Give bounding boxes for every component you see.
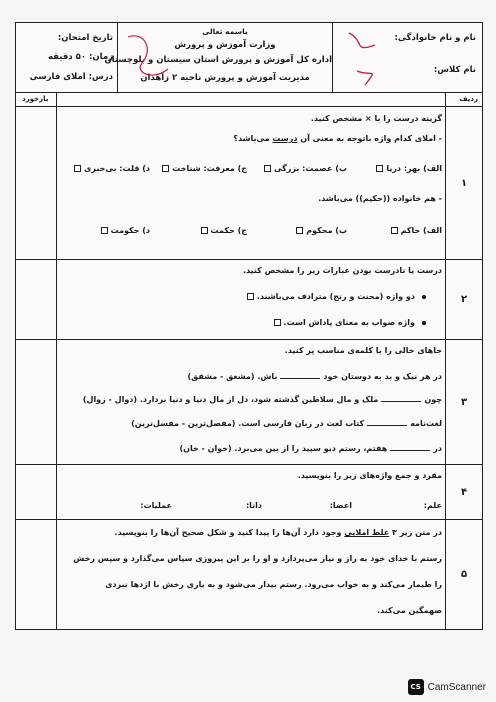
exam-date-label: تاریخ امتحان: <box>57 33 113 43</box>
ministry-name: وزارت آموزش و پرورش <box>174 40 276 50</box>
question-number: ۱ <box>460 178 468 189</box>
sub-question-prompt-2: - هم خانواده ((حکیم)) می‌باشد. <box>318 194 442 203</box>
passage-line: صهمگین می‌کند. <box>377 606 442 615</box>
camscanner-watermark <box>408 679 486 695</box>
general-office: اداره کل آموزش و پرورش استان سیستان و بلوچستان <box>104 55 332 65</box>
question-1 <box>16 108 482 260</box>
option-b[interactable]: ب) عصمت: بزرگی <box>264 164 347 173</box>
question-instruction: گزینه درست را با × مشخص کنید. <box>310 114 442 123</box>
district-office: مدیریت آموزش و پرورش ناحیه ۲ زاهدان <box>140 73 310 83</box>
word-field[interactable]: اعضا: <box>329 501 352 510</box>
question-instruction: در متن زیر ۳ غلط املایی وجود دارد آن‌ها را پیدا کنید و شکل صحیح آن‌ها را بنویسید. <box>114 528 442 537</box>
option-b[interactable]: ب) محکوم <box>296 226 347 235</box>
question-number: ۲ <box>460 294 468 305</box>
column-row: ردیف <box>459 95 478 103</box>
column-header <box>16 93 482 107</box>
passage-line: را طیمار می‌کند و به خواب می‌رود. رستم بیدار می‌شود و به یاری رخش با اژدها نبردی <box>105 580 442 589</box>
checkbox <box>201 227 208 234</box>
option-d[interactable]: د) قلت: بی‌خبری <box>74 164 150 173</box>
question-5 <box>16 520 482 629</box>
question-number: ۴ <box>460 486 468 498</box>
checkbox <box>296 227 303 234</box>
checkbox <box>162 165 169 172</box>
exam-header <box>16 23 482 93</box>
word-field[interactable]: علم: <box>423 501 442 510</box>
fill-blank-line[interactable]: درهفتم، رستم دیو سپید را از بین می‌برد. (خوان - خان) <box>179 444 442 453</box>
true-false-item[interactable]: دو واژه (محنت و رنج) مترادف می‌باشند. <box>247 292 426 301</box>
column-feedback: بازخورد <box>22 95 49 103</box>
fill-blank-line[interactable]: لغت‌نامهکتاب لغت در زبان فارسی است. (مفصل‌ترین - مفسل‌ترین) <box>131 419 442 428</box>
exam-info <box>16 23 119 92</box>
checkbox <box>376 165 383 172</box>
exam-time: زمان: ۵۰ دقیقه <box>48 52 113 62</box>
option-c[interactable]: ج) حکمت <box>201 226 247 235</box>
question-2 <box>16 260 482 340</box>
question-number: ۳ <box>460 396 468 408</box>
exam-sheet <box>15 22 483 630</box>
checkbox <box>264 165 271 172</box>
question-4 <box>16 465 482 520</box>
question-instruction: مفرد و جمع واژه‌های زیر را بنویسید. <box>297 471 442 480</box>
option-d[interactable]: د) حکومت <box>101 226 150 235</box>
checkbox <box>247 293 254 300</box>
student-info <box>332 23 482 92</box>
checkbox <box>391 227 398 234</box>
camscanner-text: CamScanner <box>427 681 486 693</box>
option-a[interactable]: الف) بهر: دریا <box>376 164 442 173</box>
word-field[interactable]: دانا: <box>245 501 262 510</box>
checkbox <box>101 227 108 234</box>
question-instruction: درست یا نادرست بودن عبارات زیر را مشخص کنید. <box>242 266 442 275</box>
office-info <box>104 23 332 92</box>
sub-question-prompt: - املای کدام واژه باتوجه به معنی آن درست می‌باشد؟ <box>233 134 442 143</box>
handwriting-scribble <box>335 27 395 89</box>
question-instruction: جاهای خالی را با کلمه‌ی مناسب پر کنید. <box>284 346 442 355</box>
fill-blank-line[interactable]: در هر نیک و بد به دوستان خودباش. (مشغق - مشفق) <box>187 372 442 381</box>
name-label: نام و نام خانوادگی: <box>394 33 476 43</box>
option-a[interactable]: الف) حاکم <box>391 226 442 235</box>
fill-blank-line[interactable]: چونملک و مال سلاطین گذشته شود، دل از مال دنیا و دنیا بردارد. (دوال - زوال) <box>82 395 442 404</box>
option-c[interactable]: ج) معرفت: شناخت <box>162 164 247 173</box>
checkbox <box>74 165 81 172</box>
question-number: ۵ <box>460 569 468 580</box>
true-false-item[interactable]: واژه صواب به معنای پاداش است. <box>274 318 426 327</box>
question-3 <box>16 340 482 465</box>
exam-subject: درس: املای فارسی <box>29 72 113 82</box>
passage-line: رستم با خدای خود به راز و نیاز می‌پردازد و او را بر این پیروزی سپاس می‌گذارد و سپس رخش <box>73 554 442 563</box>
camscanner-logo-icon: CS <box>408 679 424 695</box>
checkbox <box>274 319 281 326</box>
class-label: نام کلاس: <box>433 65 476 75</box>
word-field[interactable]: عملیات: <box>140 501 172 510</box>
bismillah: باسمه تعالی <box>202 27 248 36</box>
